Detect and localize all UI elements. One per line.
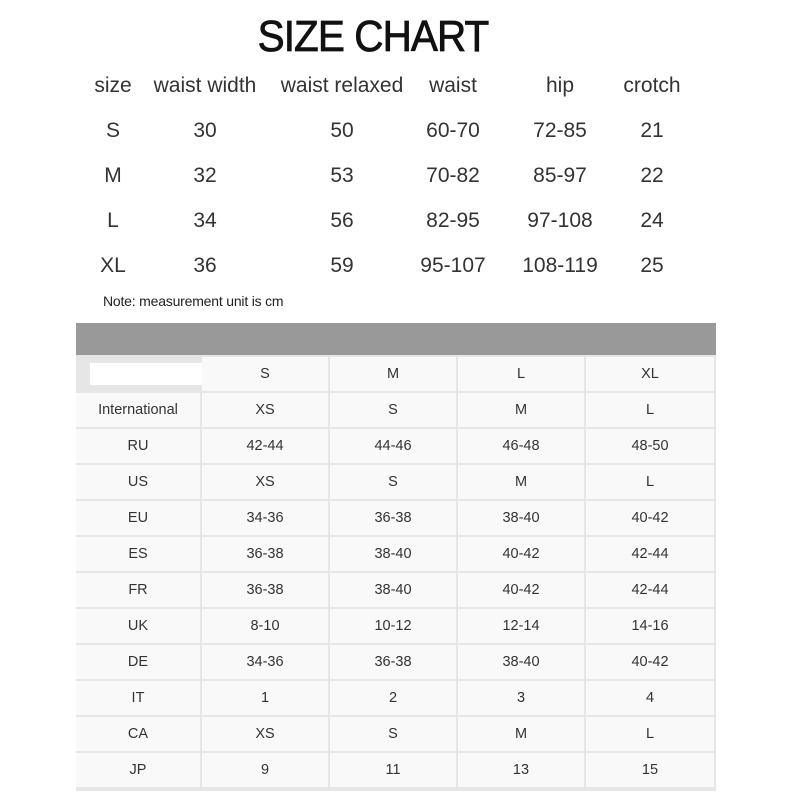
conversion-cell: 42-44 — [586, 573, 714, 607]
conversion-cell: 2 — [330, 681, 456, 715]
conversion-cell: L — [586, 465, 714, 499]
measurement-cell: 36 — [193, 254, 217, 277]
measurement-cell: 95-107 — [420, 254, 486, 277]
measurement-cell: 25 — [640, 254, 664, 277]
conversion-cell: 40-42 — [458, 573, 584, 607]
measurement-cell: L — [107, 209, 119, 232]
conversion-cell: 1 — [202, 681, 328, 715]
measurement-cell: 50 — [330, 119, 354, 142]
conversion-cell: M — [458, 393, 584, 427]
measurement-cell: 24 — [640, 209, 664, 232]
conversion-region-label: RU — [76, 429, 200, 463]
conversion-cell: 4 — [586, 681, 714, 715]
conversion-cell: XS — [202, 465, 328, 499]
measurement-cell: 32 — [193, 164, 217, 187]
measurement-cell: 21 — [640, 119, 664, 142]
measurement-cell: XL — [100, 254, 126, 277]
measurement-cell: 59 — [330, 254, 354, 277]
conversion-region-label: DE — [76, 645, 200, 679]
conversion-region-label: IT — [76, 681, 200, 715]
conversion-cell: 8-10 — [202, 609, 328, 643]
conversion-cell: 36-38 — [330, 645, 456, 679]
measurement-row — [85, 156, 705, 196]
conversion-cell: 34-36 — [202, 645, 328, 679]
conversion-cell: 40-42 — [586, 501, 714, 535]
conversion-row — [76, 463, 716, 499]
conversion-cell: 34-36 — [202, 501, 328, 535]
conversion-cell: L — [586, 717, 714, 751]
conversion-region-label: US — [76, 465, 200, 499]
conversion-cell: 14-16 — [586, 609, 714, 643]
measurement-cell: 70-82 — [426, 164, 480, 187]
conversion-cell: 44-46 — [330, 429, 456, 463]
conversion-cell: XS — [202, 393, 328, 427]
conversion-region-label: ES — [76, 537, 200, 571]
conversion-cell: M — [458, 465, 584, 499]
measurement-header-row — [85, 66, 705, 106]
conversion-header-cell: XL — [586, 357, 714, 391]
conversion-row — [76, 499, 716, 535]
measurement-cell: 82-95 — [426, 209, 480, 232]
conversion-cell: 3 — [458, 681, 584, 715]
measurement-cell: 56 — [330, 209, 354, 232]
conversion-cell: 40-42 — [586, 645, 714, 679]
conversion-cell: L — [586, 393, 714, 427]
conversion-cell: 36-38 — [202, 537, 328, 571]
conversion-region-label: EU — [76, 501, 200, 535]
measurement-cell: 97-108 — [527, 209, 593, 232]
measurement-cell: 53 — [330, 164, 354, 187]
conversion-cell: S — [330, 465, 456, 499]
measurement-header-cell: waist relaxed — [280, 74, 404, 97]
conversion-cell: 48-50 — [586, 429, 714, 463]
measurement-cell: M — [104, 164, 122, 187]
measurement-cell: 60-70 — [426, 119, 480, 142]
measurement-cell: 30 — [193, 119, 217, 142]
measurement-cell: 85-97 — [533, 164, 587, 187]
conversion-corner-cell — [90, 363, 202, 385]
measurement-header-cell: hip — [545, 74, 575, 97]
measurement-header-cell: size — [94, 74, 132, 97]
section-divider-band — [76, 323, 716, 355]
conversion-header-cell: L — [458, 357, 584, 391]
conversion-cell: 13 — [458, 753, 584, 787]
conversion-header-cell: S — [202, 357, 328, 391]
conversion-row — [76, 391, 716, 427]
measurement-row — [85, 246, 705, 286]
conversion-cell: 38-40 — [330, 537, 456, 571]
conversion-cell: 15 — [586, 753, 714, 787]
conversion-cell: 12-14 — [458, 609, 584, 643]
conversion-cell: 38-40 — [458, 501, 584, 535]
conversion-cell: S — [330, 717, 456, 751]
measurement-header-cell: waist width — [153, 74, 257, 97]
conversion-row — [76, 535, 716, 571]
measurement-cell: S — [105, 119, 120, 142]
conversion-region-label: UK — [76, 609, 200, 643]
measurement-header-cell: waist — [429, 74, 477, 97]
conversion-cell: 36-38 — [202, 573, 328, 607]
measurement-cell: 22 — [640, 164, 664, 187]
conversion-cell: 9 — [202, 753, 328, 787]
conversion-cell: M — [458, 717, 584, 751]
measurement-header-cell: crotch — [623, 74, 681, 97]
conversion-cell: 36-38 — [330, 501, 456, 535]
conversion-region-label: CA — [76, 717, 200, 751]
size-conversion-table — [76, 355, 716, 791]
conversion-header-row — [76, 355, 716, 391]
conversion-row — [76, 427, 716, 463]
measurement-row — [85, 111, 705, 151]
unit-note: Note: measurement unit is cm — [103, 293, 284, 309]
conversion-region-label: JP — [76, 753, 200, 787]
conversion-cell: XS — [202, 717, 328, 751]
conversion-cell: 46-48 — [458, 429, 584, 463]
conversion-cell: 11 — [330, 753, 456, 787]
conversion-cell: 42-44 — [586, 537, 714, 571]
conversion-row — [76, 643, 716, 679]
conversion-cell: 38-40 — [330, 573, 456, 607]
conversion-region-label: International — [76, 393, 200, 427]
measurement-cell: 34 — [193, 209, 217, 232]
conversion-row — [76, 751, 716, 787]
conversion-cell: 38-40 — [458, 645, 584, 679]
conversion-row — [76, 571, 716, 607]
conversion-row — [76, 715, 716, 751]
measurement-cell: 72-85 — [533, 119, 587, 142]
conversion-cell: 42-44 — [202, 429, 328, 463]
conversion-cell: 10-12 — [330, 609, 456, 643]
conversion-header-cell: M — [330, 357, 456, 391]
conversion-cell: 40-42 — [458, 537, 584, 571]
conversion-cell: S — [330, 393, 456, 427]
conversion-region-label: FR — [76, 573, 200, 607]
page-title: SIZE CHART — [257, 12, 489, 61]
conversion-row — [76, 679, 716, 715]
measurement-cell: 108-119 — [522, 254, 598, 277]
conversion-row — [76, 607, 716, 643]
measurement-row — [85, 201, 705, 241]
